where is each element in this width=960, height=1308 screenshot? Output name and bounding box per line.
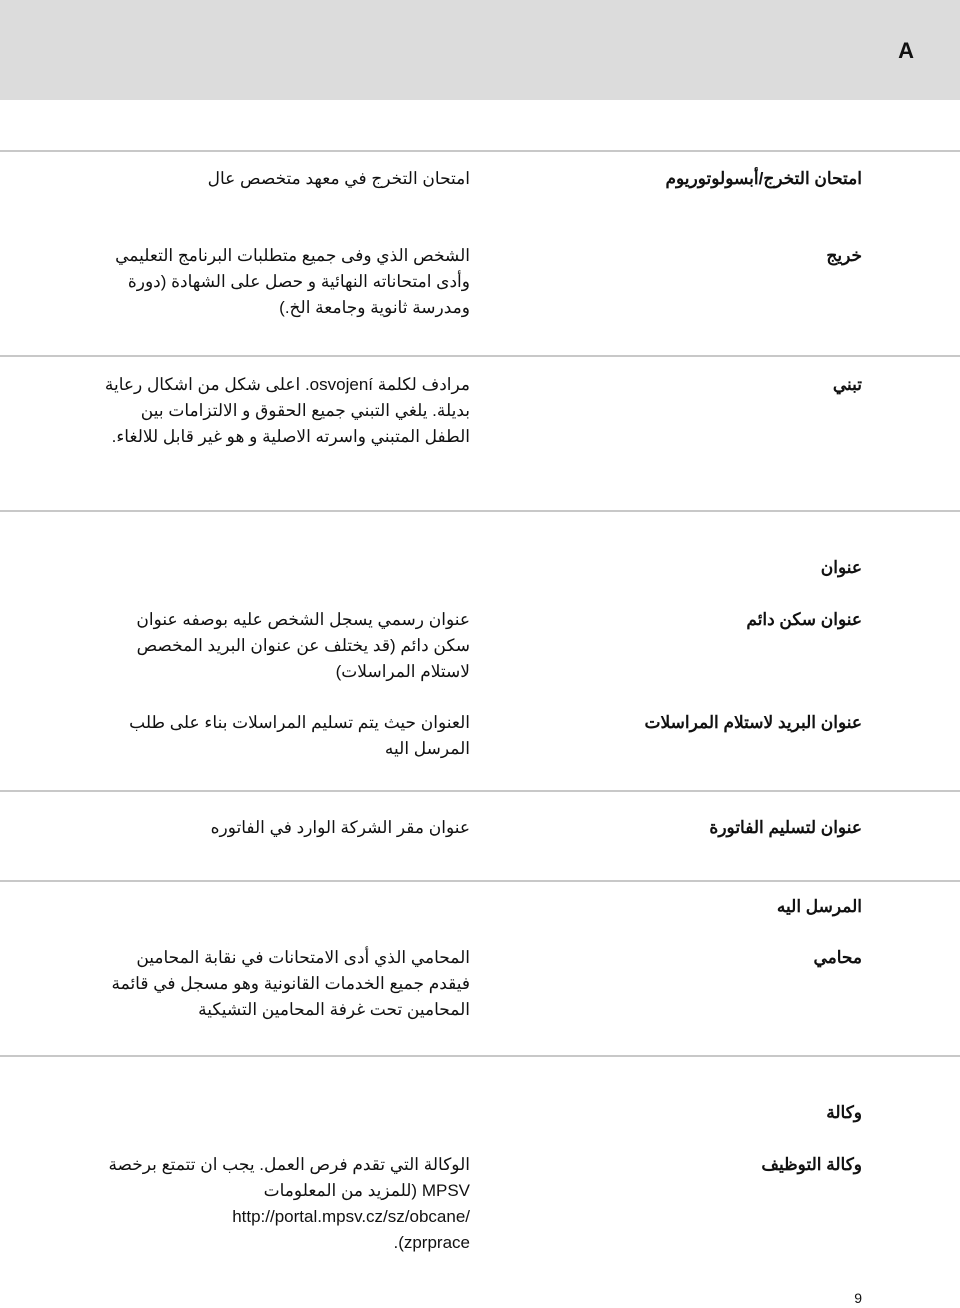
term-permanent-address: عنوان سكن دائم bbox=[746, 610, 862, 629]
definition-permanent-address: عنوان رسمي يسجل الشخص عليه بوصفه عنوان سكن دائم (قد يختلف عن عنوان البريد المخصص لاستلام المراسلات) bbox=[136, 610, 470, 681]
term-agency: وكالة bbox=[826, 1103, 862, 1122]
term-adoption: تبني bbox=[832, 375, 862, 394]
header-band bbox=[0, 0, 960, 100]
term-addressee: المرسل اليه bbox=[776, 897, 862, 916]
definition-url-line: http://portal.mpsv.cz/sz/obcane/ bbox=[232, 1207, 470, 1226]
divider bbox=[0, 510, 960, 512]
definition-billing-address: عنوان مقر الشركة الوارد في الفاتوره bbox=[210, 818, 470, 837]
term-postal-address: عنوان البريد لاستلام المراسلات bbox=[644, 713, 862, 732]
term-lawyer: محامي bbox=[813, 948, 862, 967]
divider bbox=[0, 1055, 960, 1057]
term-employment-agency: وكالة التوظيف bbox=[761, 1155, 862, 1174]
definition-line: .(zprprace bbox=[393, 1233, 470, 1252]
definition-lawyer: المحامي الذي أدى الامتحانات في نقابة المحامين فيقدم جميع الخدمات القانونية وهو مسجل في قائمة المحامين تحت غرفة المحامين التشيكية bbox=[111, 948, 470, 1019]
term-address: عنوان bbox=[820, 558, 862, 577]
page-number: 9 bbox=[854, 1290, 862, 1306]
definition-line: الوكالة التي تقدم فرص العمل. يجب ان تتمتع برخصة bbox=[108, 1155, 470, 1174]
divider bbox=[0, 790, 960, 792]
divider bbox=[0, 150, 960, 152]
definition-postal-address: العنوان حيث يتم تسليم المراسلات بناء على طلب المرسل اليه bbox=[129, 713, 470, 758]
term-graduate: خريج bbox=[826, 246, 862, 265]
divider bbox=[0, 355, 960, 357]
definition-graduate: الشخص الذي وفى جميع متطلبات البرنامج التعليمي وأدى امتحاناته النهائية و حصل على الشهادة (دورة ومدرسة ثانوية وجامعة الخ.) bbox=[115, 246, 470, 317]
term-graduation-exam: امتحان التخرج/أبسولوتوريوم bbox=[665, 169, 862, 188]
section-letter: A bbox=[898, 38, 914, 63]
definition-graduation-exam: امتحان التخرج في معهد متخصص عال bbox=[207, 169, 470, 188]
divider bbox=[0, 880, 960, 882]
term-billing-address: عنوان لتسليم الفاتورة bbox=[709, 818, 862, 837]
definition-line: MPSV (للمزيد من المعلومات bbox=[263, 1181, 470, 1200]
definition-adoption: مرادف لكلمة osvojení. اعلى شكل من اشكال رعاية بديلة. يلغي التبني جميع الحقوق و الالتزامات بين الطفل المتبني واسرته الاصلية و هو غير قابل للالغاء. bbox=[104, 375, 470, 446]
definition-employment-agency bbox=[100, 1152, 470, 1256]
